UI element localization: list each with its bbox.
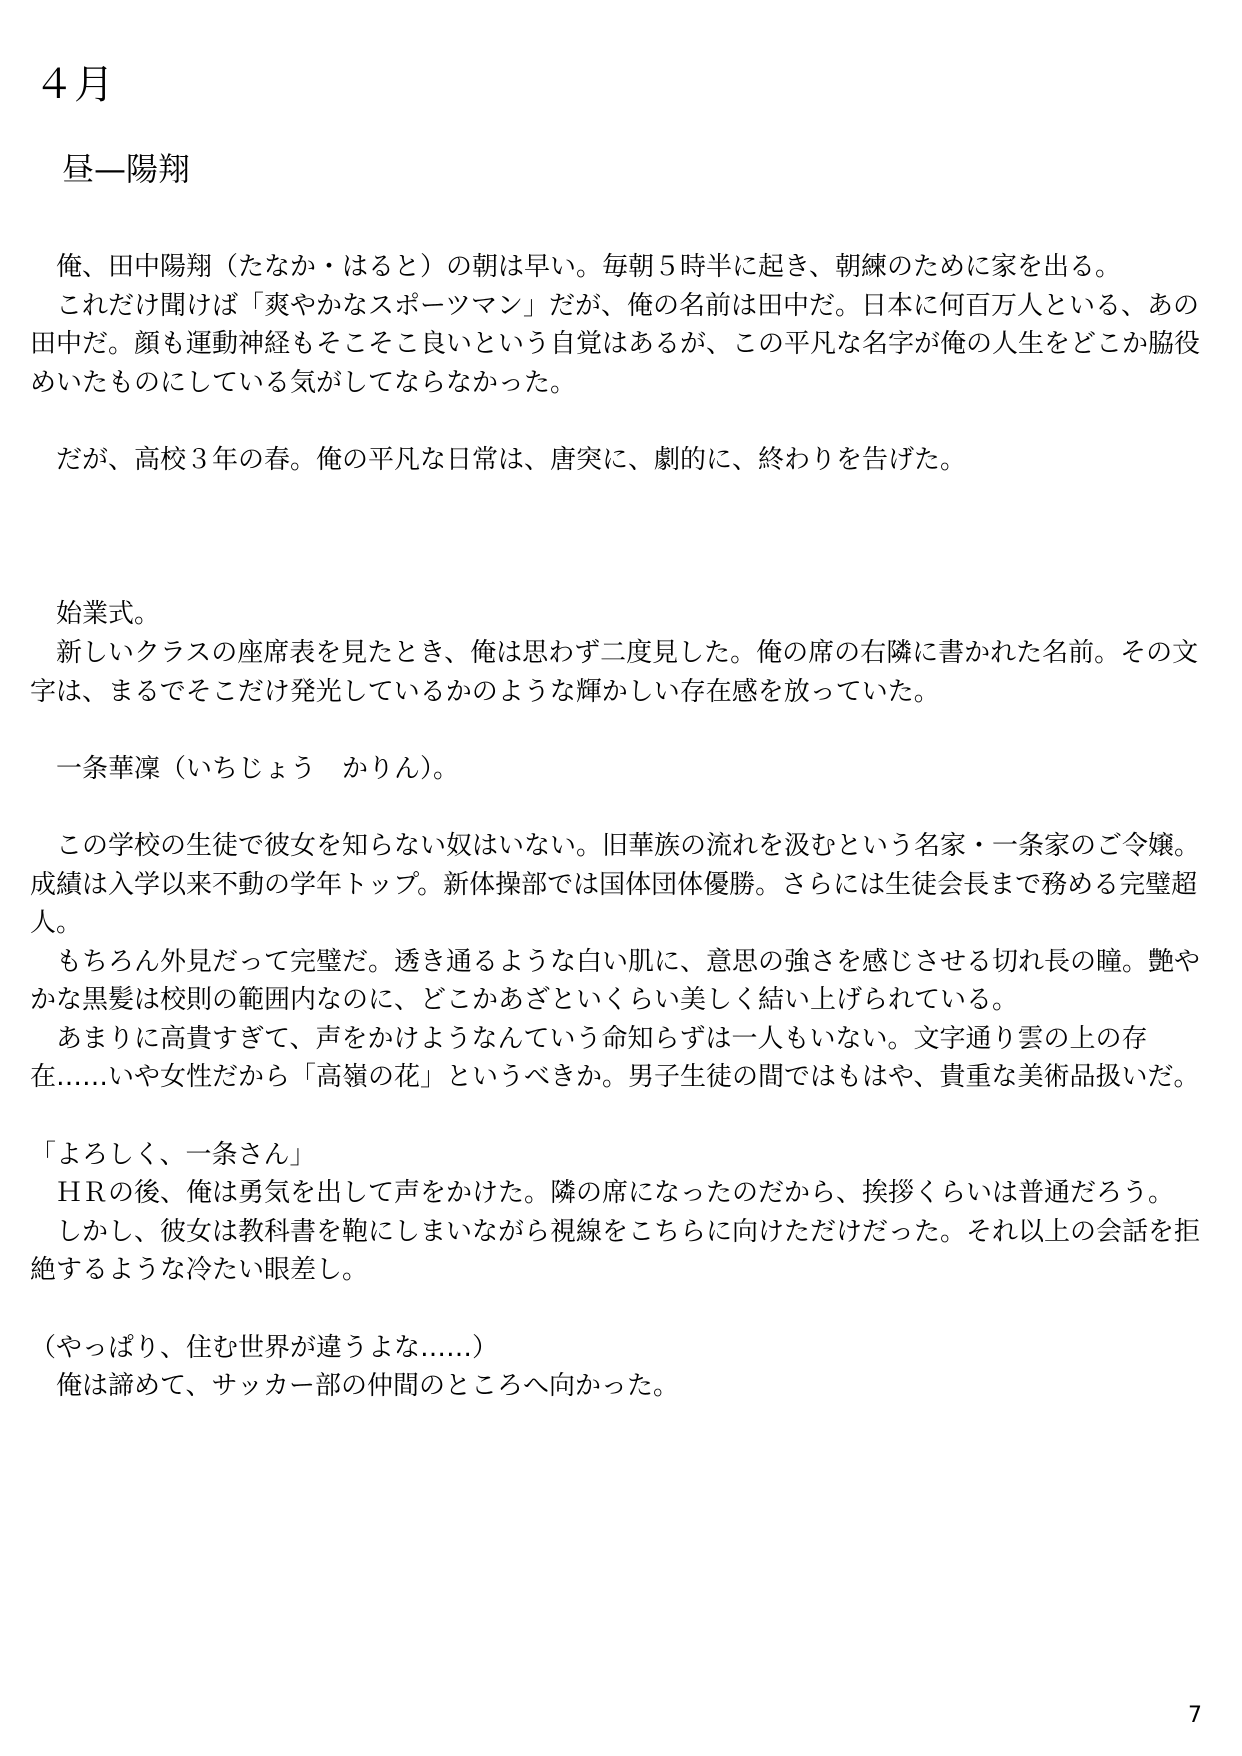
blank-line [30,518,1208,557]
paragraph: しかし、彼女は教科書を鞄にしまいながら視線をこちらに向けただけだった。それ以上の会話を拒絶するような冷たい眼差し。 [30,1216,1201,1286]
blank-line [30,402,1208,441]
paragraph: （やっぱり、住む世界が違うよな……） [30,1332,499,1363]
blank-line [30,711,1208,750]
blank-line [30,1097,1208,1136]
page-number: 7 [1188,1703,1202,1728]
paragraph: 新しいクラスの座席表を見たとき、俺は思わず二度見した。俺の席の右隣に書かれた名前。その文字は、まるでそこだけ発光しているかのような輝かしい存在感を放っていた。 [30,637,1199,707]
paragraph: 俺、田中陽翔（たなか・はると）の朝は早い。毎朝５時半に起き、朝練のために家を出る。 [30,252,1121,282]
paragraph: もちろん外見だって完璧だ。透き通るような白い肌に、意思の強さを感じさせる切れ長の瞳。艶やかな黒髪は校則の範囲内なのに、どこかあざといくらい美しく結い上げられている。 [30,946,1201,1016]
paragraph: 始業式。 [30,599,161,630]
paragraph: これだけ聞けば「爽やかなスポーツマン」だが、俺の名前は田中だ。日本に何百万人といる、あの田中だ。顔も運動神経もそこそこ良いという自覚はあるが、この平凡な名字が俺の人生をどこか脇役めいたものにしている気がしてならなかった。 [30,290,1201,398]
paragraph: この学校の生徒で彼女を知らない奴はいない。旧華族の流れを汲むという名家・一条家のご令嬢。成績は入学以来不動の学年トップ。新体操部では国体団体優勝。さらには生徒会長まで務める完璧超人。 [30,830,1201,939]
blank-line [30,557,1208,596]
blank-line [30,1290,1208,1329]
paragraph: あまりに高貴すぎて、声をかけようなんていう命知らずは一人もいない。文字通り雲の上の存在……いや女性だから「高嶺の花」というべきか。男子生徒の間ではもはや、貴重な美術品扱いだ。 [30,1023,1200,1093]
paragraph: 俺は諦めて、サッカー部の仲間のところへ向かった。 [30,1371,679,1402]
blank-line [30,480,1208,519]
chapter-title: ４月 [34,62,114,108]
body-text [30,248,1208,1406]
blank-line [30,788,1208,827]
section-title: 昼—陽翔 [62,150,191,188]
paragraph: ＨＲの後、俺は勇気を出して声をかけた。隣の席になったのだから、挨拶くらいは普通だろう。 [30,1178,1175,1209]
paragraph: 「よろしく、一条さん」 [30,1139,316,1170]
paragraph: だが、高校３年の春。俺の平凡な日常は、唐突に、劇的に、終わりを告げた。 [30,444,967,475]
paragraph: 一条華凜（いちじょう かりん）。 [30,753,460,784]
